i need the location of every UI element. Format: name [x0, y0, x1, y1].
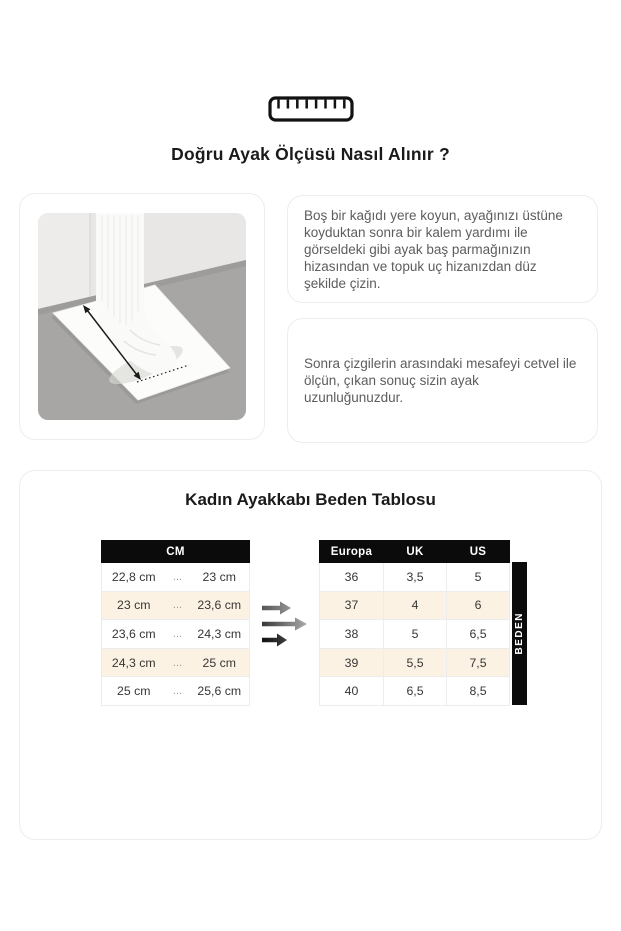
size-table-title: Kadın Ayakkabı Beden Tablosu: [185, 490, 436, 509]
conversion-arrows-icon: [250, 599, 319, 651]
us-size-cell: 7,5: [447, 648, 510, 677]
measure-guide-title: Doğru Ayak Ölçüsü Nasıl Alınır ?: [171, 144, 450, 164]
us-size-cell: 8,5: [447, 677, 510, 706]
uk-header: UK: [384, 541, 447, 563]
uk-size-cell: 3,5: [384, 563, 447, 592]
us-header: US: [447, 541, 510, 563]
cm-separator: ...: [166, 648, 190, 677]
size-table-row: [320, 591, 510, 620]
cm-table: [101, 540, 250, 706]
cm-max-value: 23,6 cm: [190, 591, 250, 620]
uk-size-cell: 5: [384, 620, 447, 649]
cm-table-row: [102, 677, 250, 706]
cm-separator: ...: [166, 563, 190, 592]
eu-size-cell: 38: [320, 620, 384, 649]
eu-size-cell: 39: [320, 648, 384, 677]
cm-table-row: [102, 563, 250, 592]
beden-label-text: BEDEN: [514, 612, 525, 655]
cm-separator: ...: [166, 591, 190, 620]
cm-min-value: 23,6 cm: [102, 620, 166, 649]
beden-side-label: [512, 562, 527, 705]
size-table-row: [320, 563, 510, 592]
size-table-row: [320, 648, 510, 677]
cm-max-value: 24,3 cm: [190, 620, 250, 649]
measurement-photo-card: [19, 193, 265, 440]
instruction-text-1: Boş bir kağıdı yere koyun, ayağınızı üstüne koyduktan sonra bir kalem yardımı ile görseldeki gibi ayak baş parmağınızın hizasından ve topuk uç hizanızdan düz şekilde çizin.: [304, 207, 563, 291]
cm-table-row: [102, 620, 250, 649]
eu-size-cell: 37: [320, 591, 384, 620]
size-conversion-table: [319, 540, 510, 706]
cm-table-row: [102, 591, 250, 620]
cm-min-value: 23 cm: [102, 591, 166, 620]
ruler-icon: [0, 96, 621, 122]
eu-size-cell: 40: [320, 677, 384, 706]
cm-table-header: CM: [102, 541, 250, 563]
uk-size-cell: 4: [384, 591, 447, 620]
cm-max-value: 23 cm: [190, 563, 250, 592]
cm-separator: ...: [166, 620, 190, 649]
cm-separator: ...: [166, 677, 190, 706]
size-table-row: [320, 620, 510, 649]
uk-size-cell: 5,5: [384, 648, 447, 677]
us-size-cell: 6,5: [447, 620, 510, 649]
cm-min-value: 22,8 cm: [102, 563, 166, 592]
cm-max-value: 25 cm: [190, 648, 250, 677]
instruction-text-2: Sonra çizgilerin arasındaki mesafeyi cetvel ile ölçün, çıkan sonuç sizin ayak uzunluğunuzdur.: [304, 356, 577, 405]
foot-measurement-photo: [38, 213, 246, 420]
size-table-row: [320, 677, 510, 706]
eu-size-cell: 36: [320, 563, 384, 592]
cm-min-value: 24,3 cm: [102, 648, 166, 677]
size-tables-row: [101, 540, 527, 706]
us-size-cell: 6: [447, 591, 510, 620]
instruction-card-1: [287, 195, 598, 303]
us-size-cell: 5: [447, 563, 510, 592]
uk-size-cell: 6,5: [384, 677, 447, 706]
cm-min-value: 25 cm: [102, 677, 166, 706]
cm-table-row: [102, 648, 250, 677]
europa-header: Europa: [320, 541, 384, 563]
cm-max-value: 25,6 cm: [190, 677, 250, 706]
size-table-card: [19, 470, 602, 840]
instruction-card-2: [287, 318, 598, 443]
